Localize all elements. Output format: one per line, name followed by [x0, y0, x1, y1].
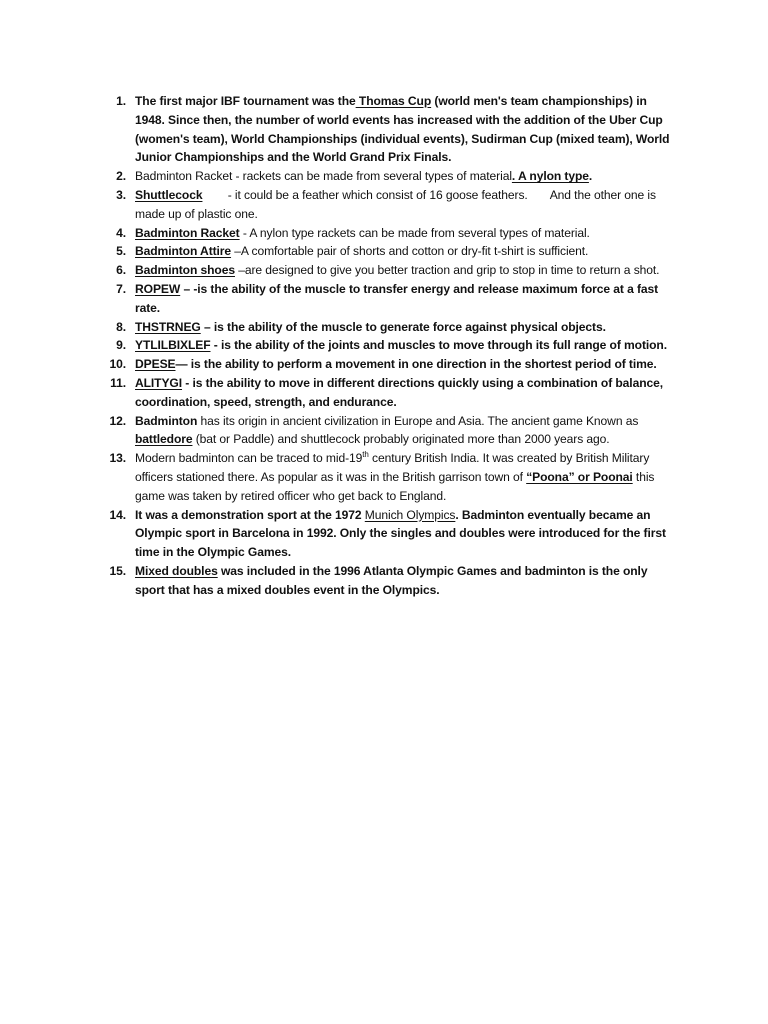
item-text: –are designed to give you better traction and grip to stop in time to return a shot.	[234, 263, 660, 278]
alitygi-term: ALITYGI	[135, 375, 183, 390]
item-number: 1.	[116, 94, 126, 108]
thstrneg-term: THSTRNEG	[135, 319, 201, 334]
item-text: century British India. It was created by British Military officers stationed there. As popular as it was in the British garrison town of	[135, 451, 650, 484]
item-number: 11.	[110, 375, 126, 390]
item-number: 12.	[109, 413, 126, 428]
list-item	[98, 261, 678, 280]
numbered-list	[98, 92, 678, 600]
item-text: – -is the ability of the muscle to transfer energy and release maximum force at a fast rate.	[135, 281, 659, 315]
list-item	[98, 506, 678, 562]
item-text: Modern badminton can be traced to mid-19	[135, 451, 363, 466]
nylon-type-term: . A nylon type	[511, 169, 589, 184]
list-item	[98, 336, 678, 355]
dpese-term: DPESE	[135, 357, 176, 372]
item-text: - A nylon type rackets can be made from several types of material.	[239, 225, 590, 240]
badminton-shoes-term: Badminton shoes	[135, 263, 235, 278]
thomas-cup-term: Thomas Cup	[355, 94, 432, 108]
item-text: – is the ability of the muscle to generate force against physical objects.	[200, 319, 606, 334]
item-text: . Badminton eventually became an Olympic sport in Barcelona in 1992. Only the singles and doubles were introduced for the first time in the Olympic Games.	[135, 507, 666, 560]
badminton-racket-term: Badminton Racket	[135, 225, 240, 240]
superscript-th: th	[362, 450, 369, 460]
item-text: And the other one is made up of plastic one.	[135, 187, 656, 221]
battledore-term: battledore	[135, 432, 193, 447]
list-item	[98, 562, 678, 600]
item-text: –A comfortable pair of shorts and cotton or dry-fit t-shirt is sufficient.	[231, 244, 589, 259]
item-text: (bat or Paddle) and shuttlecock probably originated more than 2000 years ago.	[192, 432, 610, 447]
list-item	[98, 374, 678, 412]
item-text: — is the ability to perform a movement in one direction in the shortest period of time.	[175, 357, 657, 372]
item-text: (world men's team championships) in 1948. Since then, the number of world events has increased with the addition of the Uber Cup (women's team), World Championships (individual events), Sudirman Cup (mixed team), World Junior Championships and the World Grand Prix Finals.	[135, 94, 670, 165]
list-item	[98, 186, 678, 224]
item-number: 4.	[116, 225, 126, 240]
mixed-doubles-term: Mixed doubles	[135, 563, 218, 578]
item-number: 3.	[116, 187, 126, 202]
ropew-term: ROPEW	[135, 281, 181, 296]
item-number: 7.	[116, 281, 126, 296]
item-text: this game was taken by retired officer who get back to England.	[135, 469, 655, 503]
item-text: - it could be a feather which consist of 16 goose feathers.	[224, 187, 528, 202]
item-text: - is the ability to move in different directions quickly using a combination of balance, coordination, speed, strength, and endurance.	[135, 375, 663, 409]
shuttlecock-term: Shuttlecock	[135, 187, 203, 202]
item-text: - is the ability of the joints and muscles to move through its full range of motion.	[210, 338, 667, 353]
item-number: 14.	[109, 507, 126, 522]
item-number: 8.	[116, 319, 126, 334]
item-text: was included in the 1996 Atlanta Olympic Games and badminton is the only sport that has a mixed doubles event in the Olympics.	[135, 563, 648, 597]
item-number: 13.	[109, 451, 126, 466]
poona-term: “Poona” or Poonai	[526, 469, 633, 484]
item-text: Badminton Racket - rackets can be made from several types of material	[135, 169, 512, 184]
item-number: 9.	[116, 338, 126, 353]
munich-olympics-term: Munich Olympics	[364, 507, 456, 522]
item-number: 15.	[109, 563, 126, 578]
item-number: 5.	[116, 244, 126, 259]
list-item	[98, 242, 678, 261]
list-item	[98, 318, 678, 337]
badminton-term: Badminton	[135, 413, 198, 428]
list-item	[98, 449, 678, 505]
list-item	[98, 355, 678, 374]
badminton-attire-term: Badminton Attire	[135, 244, 232, 259]
item-text: .	[588, 169, 593, 184]
item-text: It was a demonstration sport at the 1972	[135, 507, 365, 522]
item-number: 10.	[109, 357, 126, 372]
list-item	[98, 92, 678, 167]
list-item	[98, 412, 678, 450]
list-item	[98, 167, 678, 186]
item-number: 6.	[116, 263, 126, 278]
list-item	[98, 224, 678, 243]
ytlilbixlef-term: YTLILBIXLEF	[135, 338, 211, 353]
item-number: 2.	[116, 169, 126, 184]
item-text: The first major IBF tournament was the	[135, 94, 356, 108]
list-item	[98, 280, 678, 318]
item-text: has its origin in ancient civilization in Europe and Asia. The ancient game Known as	[197, 413, 639, 428]
